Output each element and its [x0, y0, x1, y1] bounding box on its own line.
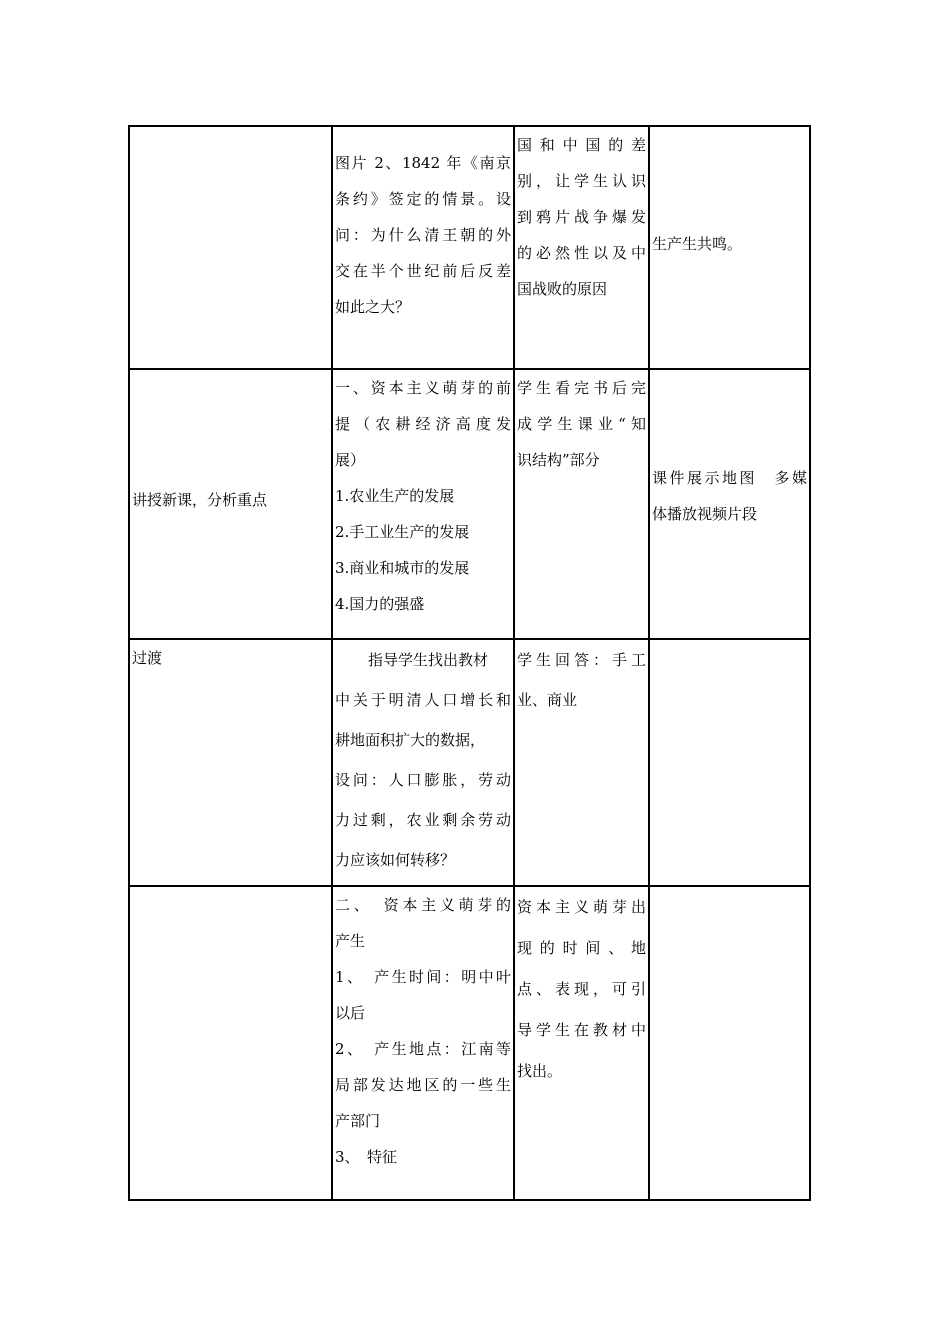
text-line: 局部发达地区的一些生 [335, 1076, 511, 1094]
text-line: 问：为什么清王朝的外 [335, 226, 511, 244]
student-activity-cell [514, 369, 649, 639]
teaching-step-cell [129, 126, 332, 369]
teaching-step-cell [129, 886, 332, 1200]
student-activity-cell [514, 126, 649, 369]
text-line: 成学生课业“知 [517, 415, 646, 433]
text-line: 一、资本主义萌芽的前 [335, 379, 511, 397]
design-intent-cell [649, 126, 810, 369]
text-line: 3.商业和城市的发展 [335, 559, 470, 577]
lesson-plan-table [128, 125, 811, 1201]
teacher-activity-cell [332, 639, 514, 886]
text-line: 学生回答：手工 [517, 651, 646, 669]
text-line: 4.国力的强盛 [335, 595, 425, 613]
text-line: 耕地面积扩大的数据， [335, 731, 486, 749]
teacher-activity-cell [332, 126, 514, 369]
student-activity-cell [514, 886, 649, 1200]
text-line: 2.手工业生产的发展 [335, 523, 470, 541]
text-line: 点、表现，可引 [517, 980, 646, 998]
text-line: 力过剩，农业剩余劳动 [335, 811, 511, 829]
text-line: 国 和 中 国 的 差 [517, 136, 646, 154]
text-line: 展） [335, 451, 366, 469]
text-line: 条约》签定的情景。设 [335, 190, 511, 208]
text-line: 的必然性以及中 [517, 244, 646, 262]
text-line: 产生 [335, 932, 366, 950]
text-line: 过渡 [132, 649, 163, 667]
text-line: 识结构”部分 [517, 451, 600, 469]
table-row [129, 886, 810, 1200]
design-intent-cell [649, 639, 810, 886]
student-activity-cell [514, 639, 649, 886]
text-line: 交在半个世纪前后反差 [335, 262, 511, 280]
text-line: 二、 资本主义萌芽的 [335, 896, 511, 914]
table-row [129, 126, 810, 369]
text-line: 设问：人口膨胀，劳动 [335, 771, 511, 789]
design-intent-cell [649, 886, 810, 1200]
text-line: 生产生共鸣。 [652, 235, 743, 253]
text-line: 课件展示地图 多媒 [652, 469, 807, 487]
text-line: 中关于明清人口增长和 [335, 691, 511, 709]
text-line: 提（农耕经济高度发 [335, 415, 511, 433]
text-line: 1.农业生产的发展 [335, 487, 455, 505]
text-line: 导学生在教材中 [517, 1021, 646, 1039]
teacher-activity-cell [332, 369, 514, 639]
design-intent-cell [649, 369, 810, 639]
text-line: 2、 产生地点：江南等 [335, 1040, 511, 1058]
text-line: 学生看完书后完 [517, 379, 646, 397]
text-line: 如此之大？ [335, 298, 411, 316]
text-line: 找出。 [517, 1062, 563, 1080]
table-row [129, 369, 810, 639]
teacher-activity-cell [332, 886, 514, 1200]
text-line: 讲授新课，分析重点 [132, 491, 268, 509]
text-line: 1、 产生时间：明中叶 [335, 968, 511, 986]
text-line: 产部门 [335, 1112, 381, 1130]
text-line: 图片 2、1842 年《南京 [335, 154, 511, 172]
text-line: 指导学生找出教材 [368, 651, 489, 669]
teaching-step-cell [129, 369, 332, 639]
text-line: 现 的 时 间 、 地 [517, 939, 646, 957]
text-line: 别，让学生认识 [517, 172, 646, 190]
text-line: 3、 特征 [335, 1148, 398, 1166]
text-line: 体播放视频片段 [652, 505, 758, 523]
table-row [129, 639, 810, 886]
text-line: 到鸦片战争爆发 [517, 208, 646, 226]
text-line: 力应该如何转移？ [335, 851, 456, 869]
teaching-step-cell [129, 639, 332, 886]
text-line: 国战败的原因 [517, 280, 608, 298]
text-line: 以后 [335, 1004, 366, 1022]
text-line: 业、商业 [517, 691, 578, 709]
text-line: 资本主义萌芽出 [517, 898, 646, 916]
